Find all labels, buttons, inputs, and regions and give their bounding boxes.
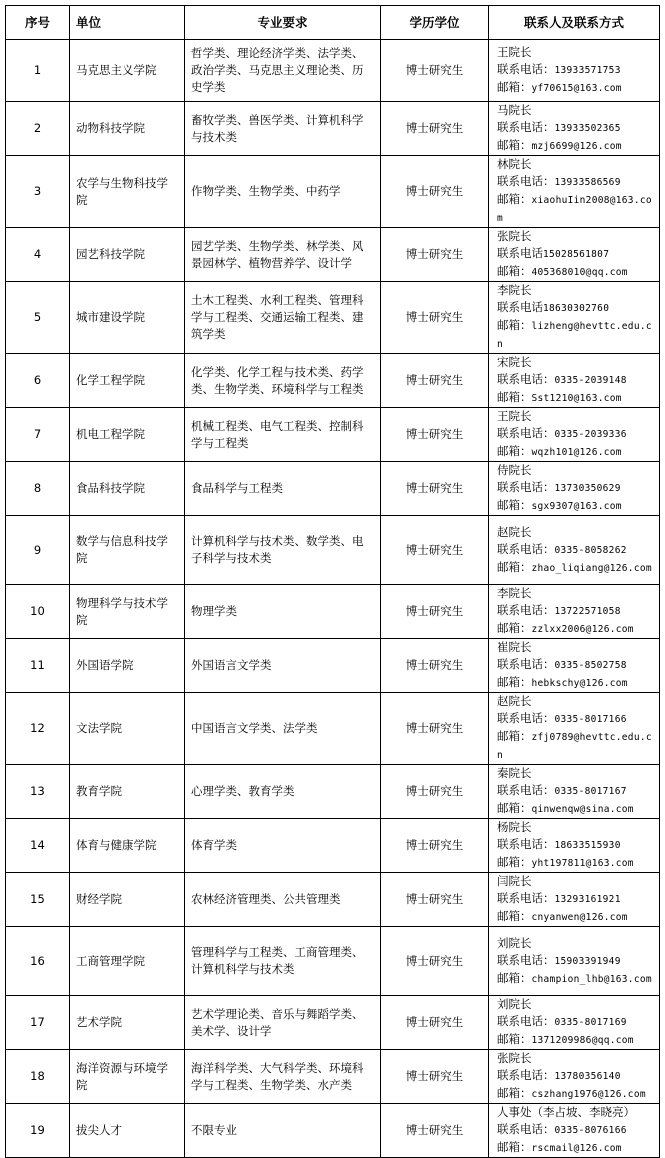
contact-phone-label: 联系电话： [497,541,555,556]
row-contact [489,354,660,408]
contact-email-label: 邮箱： [497,801,532,815]
contact-person: 秦院长 [497,766,532,780]
row-major: 心理学类、教育学类 [185,765,381,819]
row-contact [489,693,660,765]
row-seq: 14 [6,819,70,873]
contact-phone-label: 联系电话： [497,952,555,967]
contact-person: 张院长 [497,229,532,243]
row-major: 管理科学与工程类、工商管理类、计算机科学与技术类 [185,927,381,996]
row-unit: 艺术学院 [70,996,185,1050]
row-unit: 拔尖人才 [70,1104,185,1158]
row-edu: 博士研究生 [381,408,489,462]
contact-phone-label: 联系电话： [497,1068,555,1082]
contact-email [497,497,653,515]
row-seq: 7 [6,408,70,462]
contact-phone-value: 13722571058 [554,606,621,617]
table-row [6,927,660,996]
row-unit: 机电工程学院 [70,408,185,462]
contact-email-label: 邮箱： [497,80,532,94]
contact-email-label: 邮箱： [497,1140,532,1154]
row-unit: 教育学院 [70,765,185,819]
row-contact [489,1050,660,1104]
contact-email [497,263,653,281]
contact-email [497,674,653,692]
contact-phone [497,602,653,620]
row-major: 机械工程类、电气工程类、控制科学与工程类 [185,408,381,462]
contact-phone-value: 0335-8017167 [554,786,627,797]
table-row [6,1050,660,1104]
contact-email-label: 邮箱： [497,970,532,985]
row-major: 食品科学与工程类 [185,462,381,516]
row-seq: 18 [6,1050,70,1104]
row-seq: 8 [6,462,70,516]
contact-email [497,1085,653,1103]
row-edu: 博士研究生 [381,1050,489,1104]
row-unit: 工商管理学院 [70,927,185,996]
contact-email-label: 邮箱： [497,138,532,152]
contact-phone-label: 联系电话： [497,837,555,851]
contact-phone-value: 13933586569 [554,177,621,188]
row-contact [489,408,660,462]
row-unit: 数学与信息科技学院 [70,516,185,585]
header-major: 专业要求 [185,6,381,40]
table-row [6,585,660,639]
contact-email-value[interactable]: zfj0789@hevttc.edu.cn [497,732,652,761]
row-seq: 9 [6,516,70,585]
table-row [6,873,660,927]
row-major: 海洋科学类、大气科学类、环境科学与工程类、生物学类、水产类 [185,1050,381,1104]
row-major: 物理学类 [185,585,381,639]
row-unit: 文法学院 [70,693,185,765]
contact-email-value[interactable]: hebkschy@126.com [531,678,628,689]
contact-email [497,389,653,407]
contact-phone [497,952,653,970]
contact-email-value[interactable]: Sst1210@163.com [531,393,622,404]
contact-email-label: 邮箱： [497,559,532,574]
table-row [6,765,660,819]
contact-person: 张院长 [497,1051,532,1065]
contact-phone-label: 联系电话： [497,372,555,386]
contact-phone-label: 联系电话 [497,246,543,260]
contact-phone [497,656,653,674]
contact-email-value[interactable]: zzlxx2006@126.com [531,624,634,635]
contact-email [497,620,653,638]
row-contact [489,282,660,354]
contact-email [497,137,653,155]
contact-email-value[interactable]: xiaohuIin2008@163.com [497,195,652,224]
contact-email [497,728,653,764]
row-edu: 博士研究生 [381,516,489,585]
header-seq: 序号 [6,6,70,40]
contact-phone-label: 联系电话： [497,120,555,134]
contact-person: 马院长 [497,103,532,117]
contact-email-label: 邮箱： [497,444,532,458]
row-edu: 博士研究生 [381,462,489,516]
contact-person: 王院长 [497,45,532,59]
row-contact [489,819,660,873]
contact-phone [497,782,653,800]
contact-email-value[interactable]: champion_lhb@163.com [531,973,652,985]
contact-phone-value: 0335-8076166 [554,1125,627,1136]
table-row [6,639,660,693]
contact-email-label: 邮箱： [497,264,532,278]
row-seq: 6 [6,354,70,408]
contact-email-value[interactable]: sgx9307@163.com [531,501,622,512]
row-seq: 19 [6,1104,70,1158]
contact-phone [497,371,653,389]
contact-email-value[interactable]: zhao_liqiang@126.com [531,562,652,574]
row-contact [489,228,660,282]
contact-phone-value: 0335-8502758 [554,660,627,671]
contact-phone-value: 13933502365 [554,123,621,134]
row-contact [489,585,660,639]
contact-email-value[interactable]: mzj6699@126.com [531,141,622,152]
table-row [6,40,660,102]
table-row [6,228,660,282]
contact-email-label: 邮箱： [497,729,532,743]
row-seq: 5 [6,282,70,354]
row-edu: 博士研究生 [381,639,489,693]
row-unit: 城市建设学院 [70,282,185,354]
contact-phone-value: 0335-8017166 [554,714,627,725]
contact-phone-value: 15028561807 [543,249,610,260]
recruitment-table [5,5,660,1158]
contact-person: 闫院长 [497,874,532,888]
row-edu: 博士研究生 [381,1104,489,1158]
contact-phone-label: 联系电话： [497,426,555,440]
row-major: 农林经济管理类、公共管理类 [185,873,381,927]
row-contact [489,927,660,996]
contact-phone [497,1013,653,1031]
contact-phone-label: 联系电话： [497,711,555,725]
row-contact [489,996,660,1050]
contact-email-label: 邮箱： [497,1086,532,1100]
row-edu: 博士研究生 [381,102,489,156]
contact-phone-label: 联系电话： [497,783,555,797]
contact-phone-label: 联系电话： [497,174,555,188]
row-seq: 12 [6,693,70,765]
contact-phone [497,61,653,79]
contact-email-label: 邮箱： [497,855,532,869]
contact-email-value[interactable]: qinwenqw@sina.com [531,804,634,815]
row-seq: 2 [6,102,70,156]
contact-email [497,908,653,926]
row-unit: 农学与生物科技学院 [70,156,185,228]
header-row [6,6,660,40]
row-unit: 物理科学与技术学院 [70,585,185,639]
contact-email-label: 邮箱： [497,318,532,332]
contact-email [497,1139,653,1157]
contact-email-label: 邮箱： [497,621,532,635]
contact-phone-value: 0335-8017169 [554,1017,627,1028]
row-seq: 1 [6,40,70,102]
contact-email [497,800,653,818]
contact-phone [497,710,653,728]
contact-phone [497,1067,653,1085]
row-major: 不限专业 [185,1104,381,1158]
row-unit: 马克思主义学院 [70,40,185,102]
contact-email-value[interactable]: 1371209986@qq.com [531,1035,634,1046]
contact-phone-value: 13293161921 [554,894,621,905]
contact-person: 崔院长 [497,640,532,654]
contact-phone-label: 联系电话： [497,480,555,494]
row-major: 园艺学类、生物学类、林学类、风景园林学、植物营养学、设计学 [185,228,381,282]
row-seq: 17 [6,996,70,1050]
contact-email-value[interactable]: 405368010@qq.com [531,267,628,278]
row-seq: 15 [6,873,70,927]
contact-email-value[interactable]: cszhang1976@126.com [531,1089,646,1100]
table-row [6,819,660,873]
contact-email [497,191,653,227]
contact-phone-value: 18630302760 [543,303,610,314]
table-row [6,516,660,585]
contact-phone-value: 18633515930 [554,840,621,851]
contact-email-value[interactable]: yf70615@163.com [531,83,622,94]
contact-email-value[interactable]: rscmail@126.com [531,1143,622,1154]
contact-phone-value: 15903391949 [554,955,621,967]
row-major: 中国语言文学类、法学类 [185,693,381,765]
contact-phone-label: 联系电话： [497,1122,555,1136]
row-unit: 动物科技学院 [70,102,185,156]
row-contact [489,639,660,693]
contact-person: 杨院长 [497,820,532,834]
contact-phone-value: 13933571753 [554,65,621,76]
header-unit: 单位 [70,6,185,40]
contact-person: 赵院长 [497,524,532,539]
table-row [6,354,660,408]
contact-email-label: 邮箱： [497,192,532,206]
row-major: 化学类、化学工程与技术类、药学类、生物学类、环境科学与工程类 [185,354,381,408]
row-edu: 博士研究生 [381,765,489,819]
header-contact: 联系人及联系方式 [489,6,660,40]
table-row [6,282,660,354]
row-edu: 博士研究生 [381,354,489,408]
table-row [6,462,660,516]
contact-email [497,317,653,353]
row-contact [489,1104,660,1158]
row-major: 畜牧学类、兽医学类、计算机科学与技术类 [185,102,381,156]
contact-email [497,559,653,577]
contact-phone [497,836,653,854]
row-edu: 博士研究生 [381,156,489,228]
contact-email-label: 邮箱： [497,909,532,923]
contact-email-label: 邮箱： [497,675,532,689]
contact-phone-label: 联系电话： [497,891,555,905]
row-unit: 海洋资源与环境学院 [70,1050,185,1104]
contact-person: 李院长 [497,586,532,600]
row-edu: 博士研究生 [381,927,489,996]
contact-email [497,970,653,988]
row-contact [489,40,660,102]
table-row [6,1104,660,1158]
row-major: 体育学类 [185,819,381,873]
table-row [6,156,660,228]
row-seq: 13 [6,765,70,819]
row-seq: 16 [6,927,70,996]
contact-phone [497,1121,653,1139]
contact-phone [497,890,653,908]
row-contact [489,102,660,156]
row-major: 艺术学理论类、音乐与舞蹈学类、美术学、设计学 [185,996,381,1050]
row-seq: 10 [6,585,70,639]
contact-person: 林院长 [497,157,532,171]
contact-person: 王院长 [497,409,532,423]
row-unit: 外国语学院 [70,639,185,693]
row-contact [489,462,660,516]
contact-email [497,443,653,461]
contact-email-value[interactable]: wqzh101@126.com [531,447,622,458]
row-unit: 食品科技学院 [70,462,185,516]
contact-phone-value: 0335-8058262 [554,544,627,556]
row-edu: 博士研究生 [381,585,489,639]
contact-email-label: 邮箱： [497,390,532,404]
contact-phone-label: 联系电话 [497,300,543,314]
contact-phone-value: 13780356140 [554,1071,621,1082]
row-edu: 博士研究生 [381,996,489,1050]
table-row [6,693,660,765]
contact-person: 刘院长 [497,935,532,950]
row-unit: 体育与健康学院 [70,819,185,873]
row-contact [489,765,660,819]
contact-phone [497,479,653,497]
contact-phone [497,119,653,137]
row-contact [489,873,660,927]
row-contact [489,156,660,228]
row-edu: 博士研究生 [381,873,489,927]
contact-person: 侍院长 [497,463,532,477]
contact-person: 宋院长 [497,355,532,369]
row-edu: 博士研究生 [381,693,489,765]
row-major: 计算机科学与技术类、数学类、电子科学与技术类 [185,516,381,585]
contact-person: 刘院长 [497,997,532,1011]
contact-person: 人事处（李占坡、李晓亮） [497,1105,635,1119]
contact-phone-label: 联系电话： [497,657,555,671]
row-unit: 财经学院 [70,873,185,927]
contact-email-value[interactable]: lizheng@hevttc.edu.cn [497,321,652,350]
row-unit: 园艺科技学院 [70,228,185,282]
row-edu: 博士研究生 [381,282,489,354]
table-row [6,102,660,156]
contact-email-value[interactable]: cnyanwen@126.com [531,912,628,923]
contact-phone [497,299,653,317]
contact-phone-value: 0335-2039148 [554,375,627,386]
contact-person: 李院长 [497,283,532,297]
contact-phone-label: 联系电话： [497,62,555,76]
row-seq: 4 [6,228,70,282]
row-major: 土木工程类、水利工程类、管理科学与工程类、交通运输工程类、建筑学类 [185,282,381,354]
table-row [6,996,660,1050]
row-seq: 3 [6,156,70,228]
row-major: 作物学类、生物学类、中药学 [185,156,381,228]
table-row [6,408,660,462]
contact-phone [497,541,653,559]
row-major: 外国语言文学类 [185,639,381,693]
contact-person: 赵院长 [497,694,532,708]
row-contact [489,516,660,585]
contact-email-value[interactable]: yht197811@163.com [531,858,634,869]
contact-phone-value: 0335-2039336 [554,429,627,440]
table-body [6,40,660,1158]
row-edu: 博士研究生 [381,228,489,282]
contact-phone-label: 联系电话： [497,1014,555,1028]
contact-email [497,1031,653,1049]
contact-phone [497,245,653,263]
header-edu: 学历学位 [381,6,489,40]
contact-email [497,79,653,97]
row-unit: 化学工程学院 [70,354,185,408]
row-major: 哲学类、理论经济学类、法学类、政治学类、马克思主义理论类、历史学类 [185,40,381,102]
contact-email-label: 邮箱： [497,498,532,512]
contact-phone [497,425,653,443]
row-edu: 博士研究生 [381,819,489,873]
row-seq: 11 [6,639,70,693]
row-edu: 博士研究生 [381,40,489,102]
contact-email-label: 邮箱： [497,1032,532,1046]
contact-phone-value: 13730350629 [554,483,621,494]
contact-email [497,854,653,872]
contact-phone-label: 联系电话： [497,603,555,617]
contact-phone [497,173,653,191]
